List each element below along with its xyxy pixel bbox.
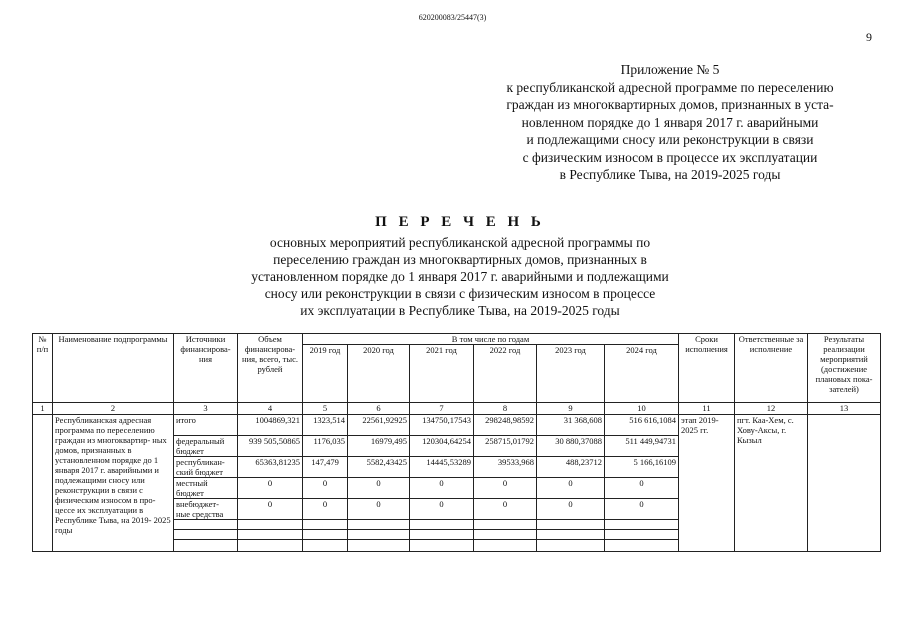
column-numbers-row <box>33 403 881 415</box>
column-number: 4 <box>238 403 303 415</box>
header-row <box>33 334 881 345</box>
source-cell: федеральный бюджет <box>174 436 238 457</box>
year-cell: 0 <box>537 478 605 499</box>
source-cell: республикан- ский бюджет <box>174 457 238 478</box>
header-year-2023: 2023 год <box>537 345 605 403</box>
header-year-2022: 2022 год <box>474 345 537 403</box>
column-number: 6 <box>348 403 410 415</box>
year-cell: 5582,43425 <box>348 457 410 478</box>
year-cell: 0 <box>303 499 348 520</box>
header-responsible: Ответственные за исполнение <box>735 334 808 403</box>
year-cell: 516 616,1084 <box>605 415 679 436</box>
column-number: 9 <box>537 403 605 415</box>
terms-cell: этап 2019- 2025 гг. <box>679 415 735 552</box>
year-cell: 30 880,37088 <box>537 436 605 457</box>
year-cell: 147,479 <box>303 457 348 478</box>
header-volume: Объем финансирова- ния, всего, тыс. рублей <box>238 334 303 403</box>
header-year-2021: 2021 год <box>410 345 474 403</box>
annex-line: Приложение № 5 <box>620 62 720 77</box>
column-number: 10 <box>605 403 679 415</box>
source-cell: внебюджет- ные средства <box>174 499 238 520</box>
page-number: 9 <box>866 30 872 44</box>
annex-line: в Республике Тыва, на 2019-2025 годы <box>559 167 781 182</box>
year-cell: 16979,495 <box>348 436 410 457</box>
subtitle-line: основных мероприятий республиканской адресной программы по <box>269 235 651 250</box>
year-cell: 298248,98592 <box>474 415 537 436</box>
column-number: 1 <box>33 403 53 415</box>
year-cell: 0 <box>474 499 537 520</box>
subtitle-line: переселению граждан из многоквартирных домов, признанных в <box>273 252 647 267</box>
annex-heading <box>470 61 870 184</box>
year-cell: 22561,92925 <box>348 415 410 436</box>
header-name: Наименование подпрограммы <box>53 334 174 403</box>
year-cell: 1176,035 <box>303 436 348 457</box>
total-cell: 0 <box>238 499 303 520</box>
year-cell: 134750,17543 <box>410 415 474 436</box>
annex-line: к республиканской адресной программе по переселению <box>506 79 834 95</box>
column-number: 5 <box>303 403 348 415</box>
header-year-2020: 2020 год <box>348 345 410 403</box>
year-cell: 0 <box>303 478 348 499</box>
measures-table <box>32 333 881 552</box>
column-number: 2 <box>53 403 174 415</box>
year-cell: 0 <box>410 478 474 499</box>
column-number: 11 <box>679 403 735 415</box>
year-cell: 14445,53289 <box>410 457 474 478</box>
year-cell: 0 <box>410 499 474 520</box>
column-number: 12 <box>735 403 808 415</box>
year-cell: 120304,64254 <box>410 436 474 457</box>
header-terms: Сроки исполнения <box>679 334 735 403</box>
year-cell: 0 <box>605 499 679 520</box>
year-cell: 0 <box>605 478 679 499</box>
table-row <box>33 415 881 436</box>
total-cell: 1004869,321 <box>238 415 303 436</box>
header-years-group: В том числе по годам <box>303 334 679 345</box>
year-cell: 1323,514 <box>303 415 348 436</box>
subtitle-line: установленном порядке до 1 января 2017 г. аварийными и подлежащими <box>251 269 669 284</box>
document-code: 620200083/25447(3) <box>418 13 487 22</box>
results-cell <box>808 415 881 552</box>
year-cell: 5 166,16109 <box>605 457 679 478</box>
annex-line: граждан из многоквартирных домов, признанных в уста- <box>506 97 834 112</box>
column-number: 13 <box>808 403 881 415</box>
header-year-2024: 2024 год <box>605 345 679 403</box>
year-cell: 0 <box>348 499 410 520</box>
annex-line: с физическим износом в процессе их эксплуатации <box>522 149 818 165</box>
total-cell: 65363,81235 <box>238 457 303 478</box>
row-number-cell <box>33 415 53 552</box>
year-cell: 488,23712 <box>537 457 605 478</box>
annex-line: и подлежащими сносу или реконструкции в связи <box>526 132 814 147</box>
year-cell: 31 368,608 <box>537 415 605 436</box>
responsible-cell: пгт. Каа-Хем, с. Хову-Аксы, г. Кызыл <box>735 415 808 552</box>
year-cell: 511 449,94731 <box>605 436 679 457</box>
total-cell: 0 <box>238 478 303 499</box>
column-number: 8 <box>474 403 537 415</box>
document-subtitle <box>160 234 760 319</box>
total-cell: 939 505,50865 <box>238 436 303 457</box>
year-cell: 0 <box>348 478 410 499</box>
program-name-cell: Республиканская адресная программа по переселению граждан из многоквартир- ных домов, признанных в установленном порядке до 1 января 2017 г. аварийными и подлежащими сносу или реконструкции в связи с физическим износом в про- цессе их эксплуатации в Республике Тыва, на 2019- 2025 годы <box>53 415 174 552</box>
year-cell: 39533,968 <box>474 457 537 478</box>
header-sources: Источники финансирова- ния <box>174 334 238 403</box>
header-results: Результаты реализации мероприятий (достижение плановых пока- зателей) <box>808 334 881 403</box>
year-cell: 0 <box>537 499 605 520</box>
column-number: 7 <box>410 403 474 415</box>
year-cell: 0 <box>474 478 537 499</box>
header-num: № п/п <box>33 334 53 403</box>
header-year-2019: 2019 год <box>303 345 348 403</box>
year-cell: 258715,01792 <box>474 436 537 457</box>
source-cell: местный бюджет <box>174 478 238 499</box>
document-title: П Е Р Е Ч Е Н Ь <box>375 214 545 230</box>
source-cell: итого <box>174 415 238 436</box>
column-number: 3 <box>174 403 238 415</box>
subtitle-line: сносу или реконструкции в связи с физическим износом в процессе <box>264 286 656 301</box>
annex-line: новленном порядке до 1 января 2017 г. аварийными <box>521 114 819 130</box>
subtitle-line: их эксплуатации в Республике Тыва, на 2019-2025 годы <box>300 303 620 318</box>
